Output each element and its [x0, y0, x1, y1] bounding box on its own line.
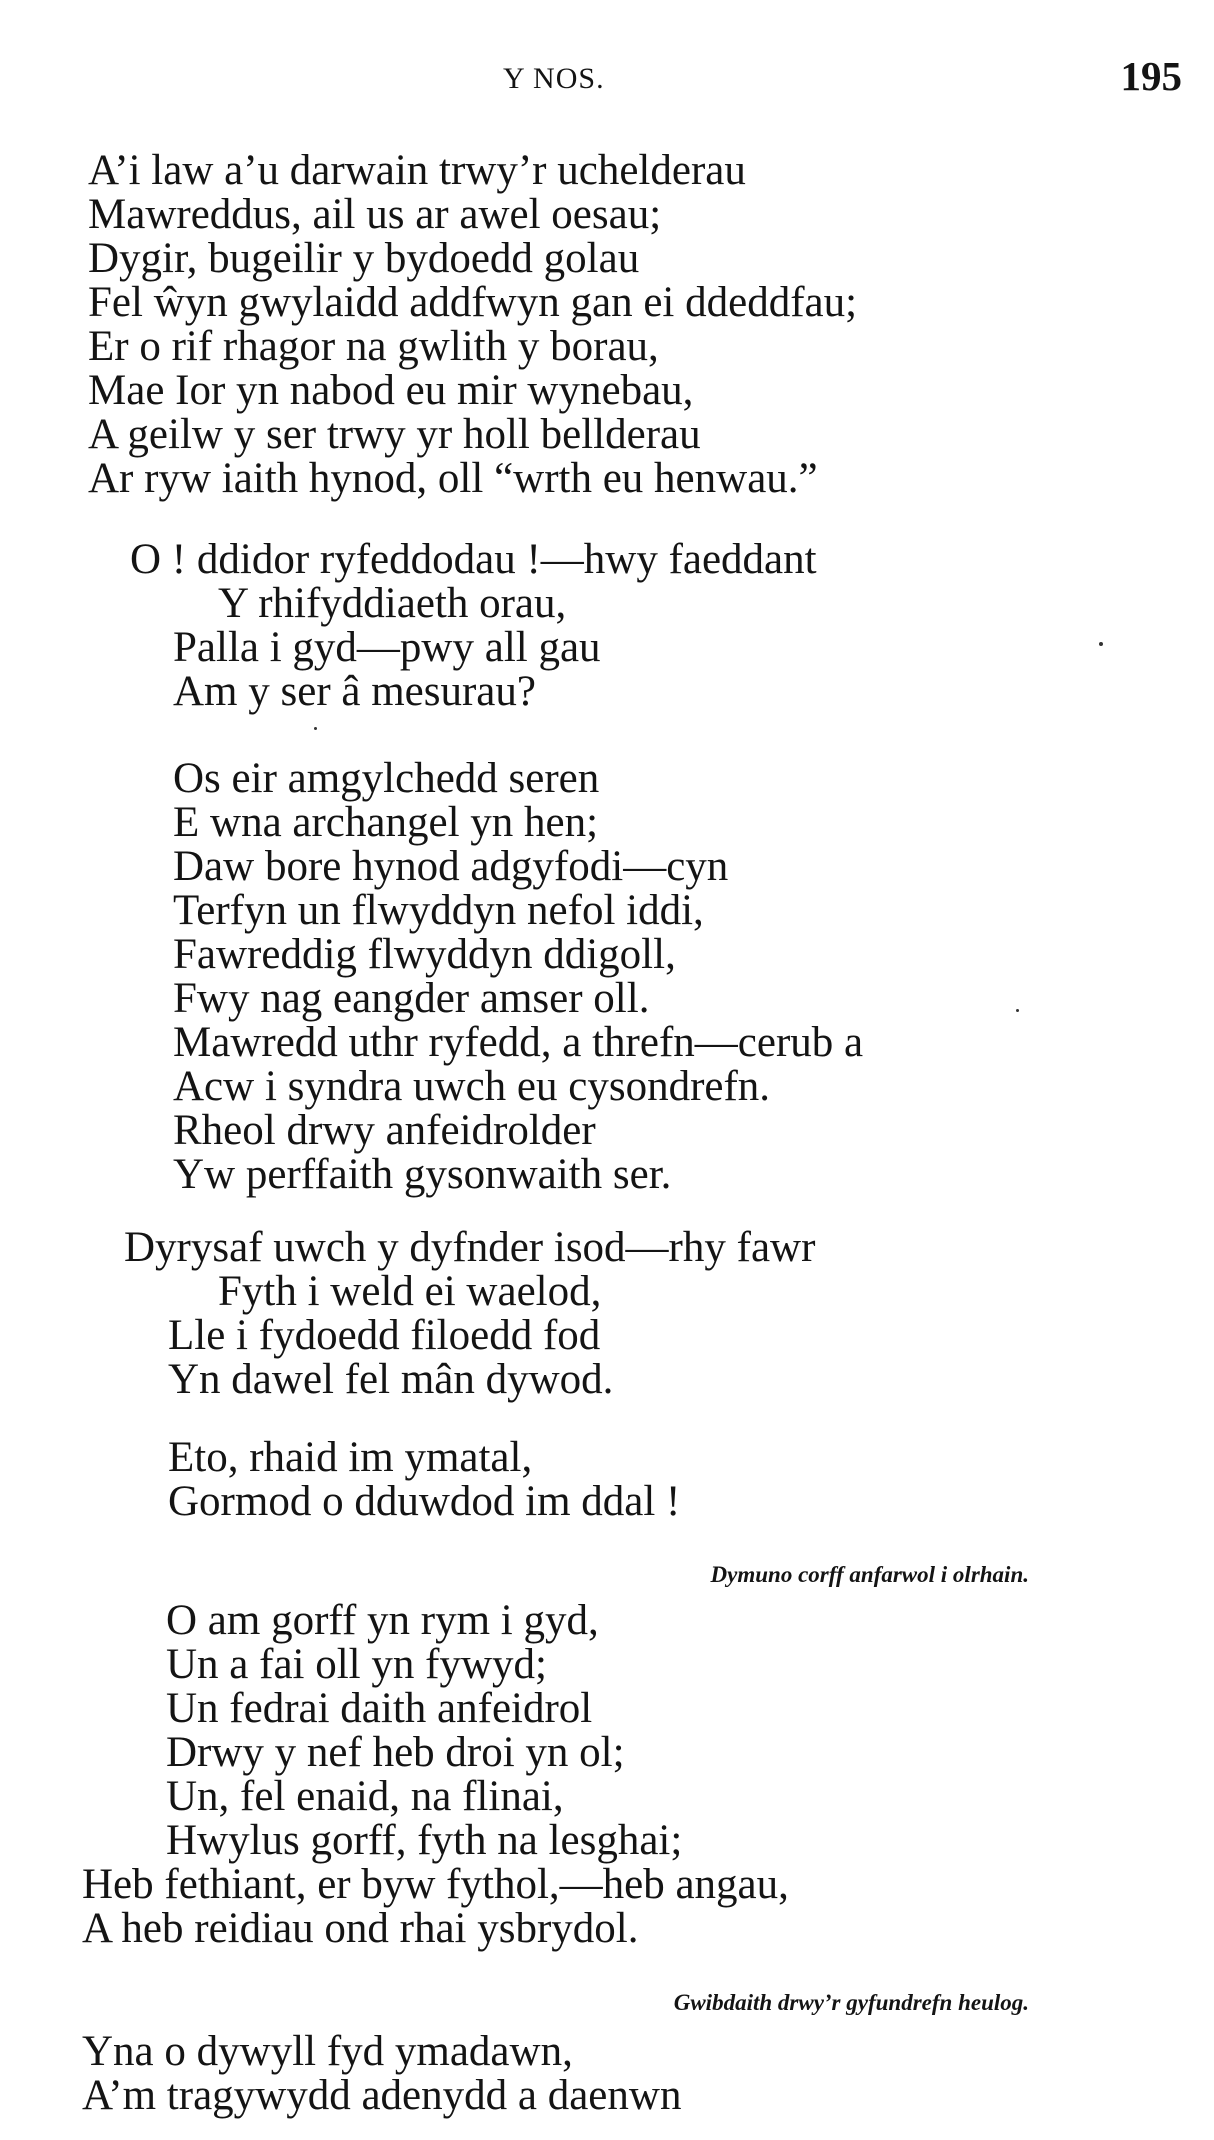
poem-line: Fawreddig flwyddyn ddigoll,	[173, 931, 676, 978]
poem-line: A’i law a’u darwain trwy’r uchelderau	[88, 147, 746, 194]
poem-line: E wna archangel yn hen;	[173, 799, 599, 846]
scan-speck	[1099, 642, 1103, 646]
poem-line: Fwy nag eangder amser oll.	[173, 975, 650, 1022]
poem-line: Am y ser â mesurau?	[173, 668, 536, 715]
poem-line: Y rhifyddiaeth orau,	[218, 580, 567, 627]
poem-line: Yna o dywyll fyd ymadawn,	[82, 2028, 573, 2075]
poem-line: O ! ddidor ryfeddodau !—hwy faeddant	[130, 536, 817, 583]
poem-line: Ar ryw iaith hynod, oll “wrth eu henwau.”	[88, 455, 818, 502]
poem-line: A’m tragywydd adenydd a daenwn	[82, 2072, 682, 2119]
section-heading: Dymuno corff anfarwol i olrhain.	[710, 1562, 1029, 1587]
poem-line: Os eir amgylchedd seren	[173, 755, 600, 802]
scan-speck	[314, 727, 317, 730]
poem-line: Mae Ior yn nabod eu mir wynebau,	[88, 367, 694, 414]
poem-line: Acw i syndra uwch eu cysondrefn.	[173, 1063, 771, 1110]
poem-line: Gormod o dduwdod im ddal !	[168, 1478, 681, 1525]
poem-line: Mawredd uthr ryfedd, a threfn—cerub a	[173, 1019, 864, 1066]
poem-line: Daw bore hynod adgyfodi—cyn	[173, 843, 729, 890]
running-title: Y NOS.	[503, 62, 605, 95]
poem-line: Terfyn un flwyddyn nefol iddi,	[173, 887, 704, 934]
poem-line: Lle i fydoedd filoedd fod	[168, 1312, 601, 1359]
scan-speck	[1016, 1009, 1019, 1012]
poem-line: Mawreddus, ail us ar awel oesau;	[88, 191, 662, 238]
poem-line: Drwy y nef heb droi yn ol;	[166, 1729, 625, 1776]
poem-line: Rheol drwy anfeidrolder	[173, 1107, 596, 1154]
poem-line: Fel ŵyn gwylaidd addfwyn gan ei ddeddfau;	[88, 279, 858, 326]
page-number: 195	[1120, 53, 1182, 99]
poem-line: Yn dawel fel mân dywod.	[168, 1356, 614, 1403]
poem-line: Heb fethiant, er byw fythol,—heb angau,	[82, 1861, 789, 1908]
poem-line: Eto, rhaid im ymatal,	[168, 1434, 533, 1481]
poem-line: Dygir, bugeilir y bydoedd golau	[88, 235, 640, 282]
poem-line: Un a fai oll yn fywyd;	[166, 1641, 547, 1688]
poem-line: Dyrysaf uwch y dyfnder isod—rhy fawr	[124, 1224, 816, 1271]
poem-line: O am gorff yn rym i gyd,	[166, 1597, 599, 1644]
poem-line: Hwylus gorff, fyth na lesghai;	[166, 1817, 683, 1864]
poem-line: A geilw y ser trwy yr holl bellderau	[88, 411, 701, 458]
poem-line: Fyth i weld ei waelod,	[218, 1268, 602, 1315]
poem-line: A heb reidiau ond rhai ysbrydol.	[82, 1905, 639, 1952]
poem-line: Yw perffaith gysonwaith ser.	[173, 1151, 672, 1198]
section-heading: Gwibdaith drwy’r gyfundrefn heulog.	[673, 1990, 1029, 2015]
poem-line: Un, fel enaid, na flinai,	[166, 1773, 564, 1820]
poem-line: Un fedrai daith anfeidrol	[166, 1685, 593, 1732]
poem-line: Er o rif rhagor na gwlith y borau,	[88, 323, 659, 370]
poem-line: Palla i gyd—pwy all gau	[173, 624, 601, 671]
